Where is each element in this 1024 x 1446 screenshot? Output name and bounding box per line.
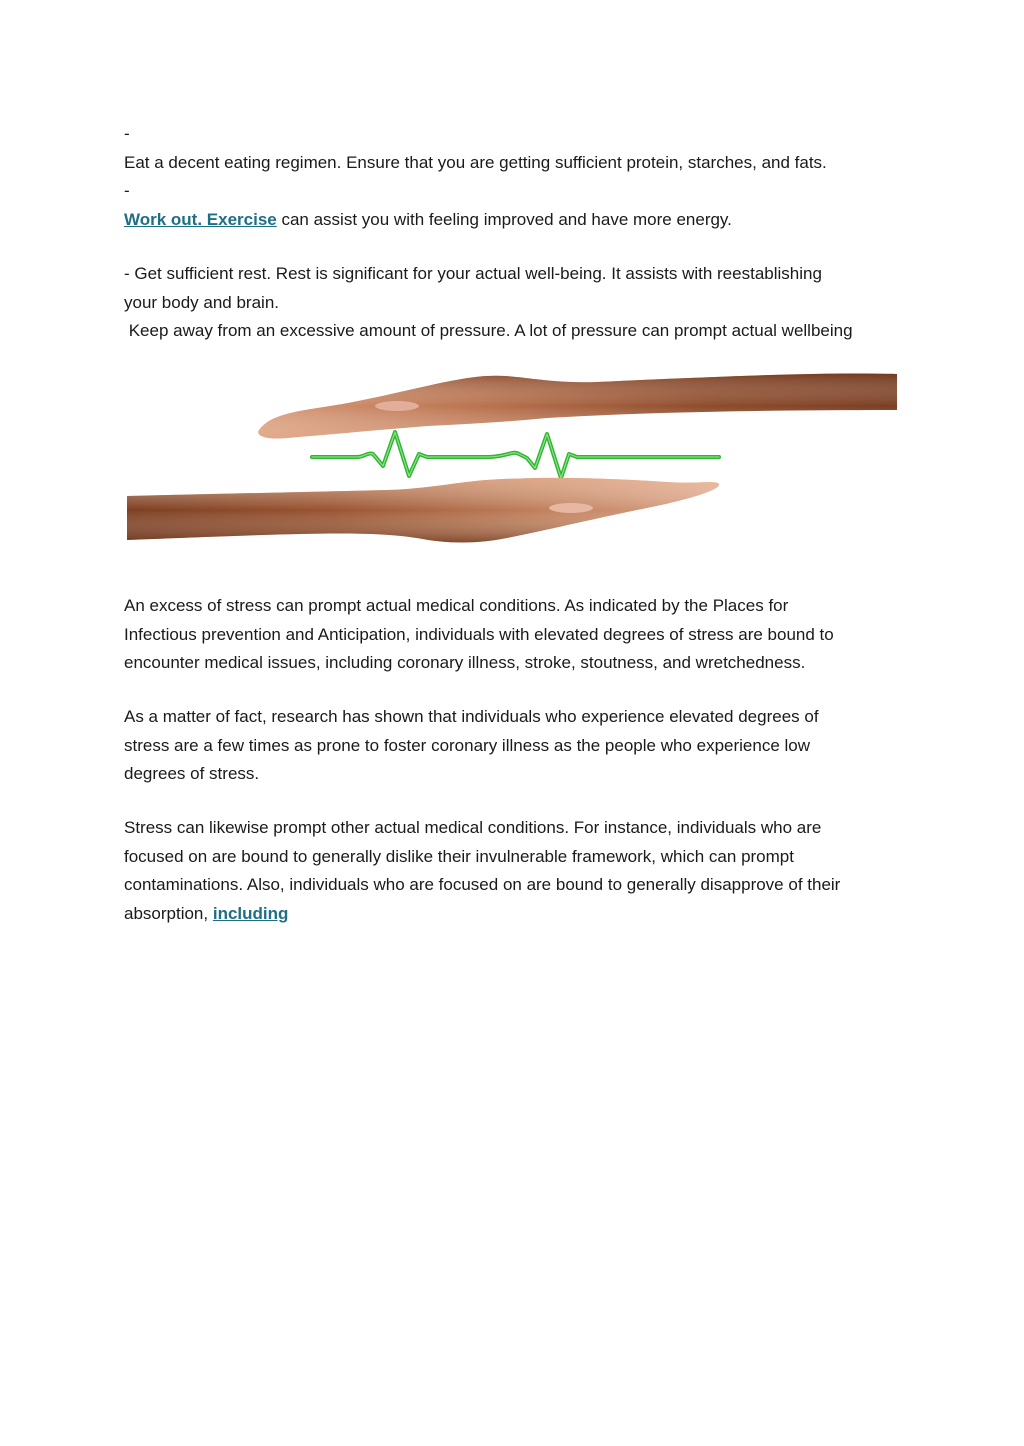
paragraph-line: encounter medical issues, including coronary illness, stroke, stoutness, and wretchedness. <box>124 653 806 672</box>
paragraph-other-conditions <box>124 814 914 928</box>
list-dash: - <box>124 124 130 143</box>
paragraph-line: Infectious prevention and Anticipation, individuals with elevated degrees of stress are bound to <box>124 624 834 644</box>
paragraph-line: An excess of stress can prompt actual medical conditions. As indicated by the Places for <box>124 596 789 615</box>
list-dash: - <box>124 181 130 200</box>
tip-pressure: Keep away from an excessive amount of pressure. A lot of pressure can prompt actual wellbeing <box>124 321 853 340</box>
tip-eat: Eat a decent eating regimen. Ensure that you are getting sufficient protein, starches, and fats. <box>124 152 827 172</box>
paragraph-line: degrees of stress. <box>124 764 260 783</box>
paragraph-line: focused on are bound to generally dislike their invulnerable framework, which can prompt <box>124 846 794 866</box>
paragraph-line: As a matter of fact, research has shown that individuals who experience elevated degrees of <box>124 707 819 726</box>
hands-heartbeat-icon <box>127 368 897 548</box>
paragraph-line: stress are a few times as prone to foster coronary illness as the people who experience low <box>124 735 811 755</box>
tip-workout <box>124 206 914 235</box>
paragraph-stress-conditions <box>124 592 914 678</box>
tip-rest-line: your body and brain. <box>124 292 279 312</box>
tips-list <box>124 120 914 234</box>
including-link[interactable]: including <box>212 903 289 923</box>
tip-rest-line: - Get sufficient rest. Rest is significant for your actual well-being. It assists with reestablishing <box>124 264 822 283</box>
paragraph-line: Stress can likewise prompt other actual medical conditions. For instance, individuals who are <box>124 818 822 837</box>
tip-workout-text: can assist you with feeling improved and have more energy. <box>276 209 732 229</box>
paragraph-line <box>124 900 914 929</box>
paragraph-research <box>124 703 914 789</box>
hands-heartbeat-image <box>127 368 897 548</box>
workout-exercise-link[interactable]: Work out. Exercise <box>124 209 277 229</box>
paragraph-line: contaminations. Also, individuals who are focused on are bound to generally disapprove of their <box>124 875 841 894</box>
rest-paragraph <box>124 260 914 346</box>
paragraph-line-text: absorption, <box>124 903 213 923</box>
